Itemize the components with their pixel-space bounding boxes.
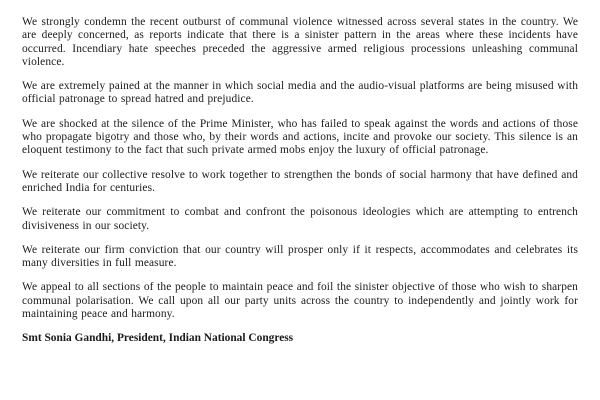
statement-paragraph: We are shocked at the silence of the Prime Minister, who has failed to speak against the words and actions of those who propagate bigotry and those who, by their words and actions, incite and provoke our society. This silence is an eloquent testimony to the fact that such private armed mobs enjoy the luxury of official patronage.	[22, 117, 578, 157]
statement-paragraph: We appeal to all sections of the people to maintain peace and foil the sinister objective of those who wish to sharpen communal polarisation. We call upon all our party units across the country to independently and jointly work for maintaining peace and harmony.	[22, 281, 578, 321]
signature-line: Smt Sonia Gandhi, President, Indian National Congress	[22, 332, 294, 345]
statement-paragraph: We reiterate our firm conviction that our country will prosper only if it respects, accommodates and celebrates its many diversities in full measure.	[22, 243, 578, 270]
statement-paragraph: We reiterate our commitment to combat and confront the poisonous ideologies which are attempting to entrench divisiveness in our society.	[22, 206, 578, 232]
statement-paragraph: We reiterate our collective resolve to work together to strengthen the bonds of social harmony that have defined and enriched India for centuries.	[22, 168, 578, 194]
statement-paragraph: We strongly condemn the recent outburst of communal violence witnessed across several states in the country. We are deeply concerned, as reports indicate that there is a sinister pattern in the areas where these incidents have occurred. Incendiary hate speeches preceded the aggressive armed religious processions unleashing communal violence.	[22, 16, 578, 68]
statement-paragraph: We are extremely pained at the manner in which social media and the audio-visual platforms are being misused with official patronage to spread hatred and prejudice.	[22, 80, 578, 106]
